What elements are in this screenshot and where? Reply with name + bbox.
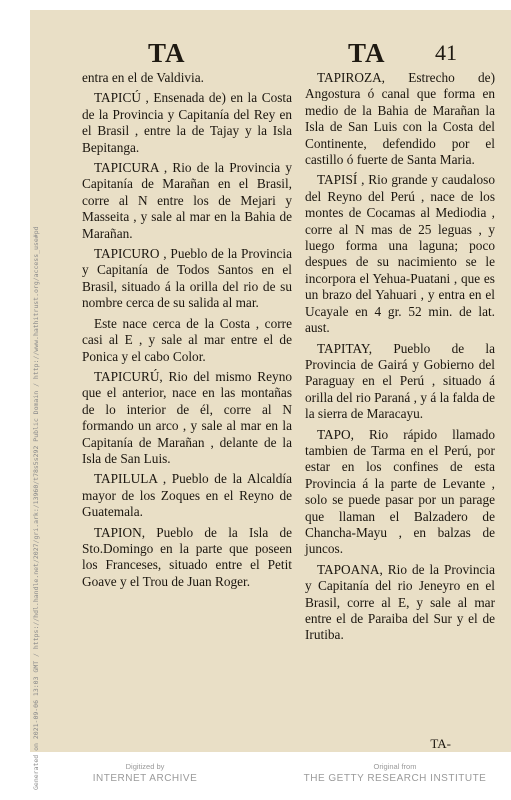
- source-name: THE GETTY RESEARCH INSTITUTE: [303, 773, 487, 784]
- dictionary-entry: TAPISÍ , Rio grande y caudaloso del Reyno del Perú , nace de los montes de Cocamas al Mediodia , corre al N mas de 25 leguas , y luego forma una laguna; poco despues de su nacimiento se le incorpora el Yehua-Puatani , que es un brazo del Yahuari , y entra en el Ucayale en 4 gr. 52 min. de lat. aust.: [305, 172, 495, 336]
- catchword: TA-: [430, 736, 451, 751]
- dictionary-entry: entra en el de Valdivia.: [82, 70, 204, 85]
- digitizer-name: INTERNET ARCHIVE: [92, 773, 198, 784]
- dictionary-entry: TAPICURO , Pueblo de la Provincia y Capitanía de Todos Santos en el Brasil, situado á la orilla del rio de su nombre cerca de su salida al mar.: [82, 246, 292, 311]
- digitizer-credit: [70, 762, 220, 785]
- right-column: [305, 70, 495, 648]
- dictionary-entry: TAPICÚ , Ensenada de) en la Costa de la Provincia y Capitanía del Rey en el Brasil , entre la de Tajay y la Isla Bepitanga.: [82, 90, 292, 155]
- dictionary-entry: TAPICURÚ, Rio del mismo Reyno que el anterior, nace en las montañas de lo interior de él, corre al N formando un arco , y sale al mar en la Capitanía de Marañan , delante de la Isla de San Luis.: [82, 368, 292, 466]
- dictionary-entry: TAPIROZA, Estrecho de) Angostura ó canal que forma en medio de la Bahia de Marañan la Isla de San Luis con la Costa del Continente, defendido por el castillo ó fuerte de Santa Maria.: [305, 70, 495, 168]
- digitizer-label: Digitized by: [125, 762, 165, 771]
- right-running-head: TA: [348, 38, 386, 68]
- access-stamp: [32, 226, 44, 790]
- dictionary-entry: TAPILULA , Pueblo de la Alcaldía mayor de los Zoques en el Reyno de Guatemala.: [82, 471, 292, 520]
- dictionary-entry: TAPICURA , Rio de la Provincia y Capitanía de Marañan en el Brasil, corre al N entre los de Mejari y Masseita , y sale al mar en la Bahia de Marañan.: [82, 160, 292, 241]
- access-stamp-text: Generated on 2021-09-06 13:03 GMT / https://hdl.handle.net/2027/gri.ark:/13960/t78s5s292 Public Domain / http://www.hathitrust.org/access_use#pd: [32, 226, 40, 790]
- source-label: Original from: [373, 762, 417, 771]
- dictionary-entry: Este nace cerca de la Costa , corre casi al E , y sale al mar entre el de Ponica y el cabo Color.: [82, 315, 292, 364]
- dictionary-entry: TAPO, Rio rápido llamado tambien de Tarma en el Perú, por estar en los confines de esta Provincia á la parte de Levante , solo se puede pasar por un parage que llaman el Balzadero de Chancha-Mayu , en balzas de juncos.: [305, 426, 495, 557]
- left-column: [82, 70, 292, 594]
- dictionary-entry: TAPION, Pueblo de la Isla de Sto.Domingo en la parte que poseen los Franceses, situado entre el Petit Goave y el Trou de Juan Roger.: [82, 524, 292, 589]
- dictionary-entry: TAPOANA, Rio de la Provincia y Capitanía del rio Jeneyro en el Brasil, corre al E, y sale al mar entre el de Paraiba del Sur y el de Irutiba.: [305, 561, 495, 643]
- left-running-head: TA: [148, 38, 186, 68]
- dictionary-entry: TAPITAY, Pueblo de la Provincia de Gairá y Gobierno del Paraguay en el Perú , situado á orilla del rio Paraná , y á la falda de la sierra de Maracayu.: [305, 340, 495, 422]
- page-number: 41: [435, 40, 457, 65]
- source-credit: [300, 762, 490, 785]
- running-header: [30, 38, 511, 68]
- footer: [0, 762, 511, 800]
